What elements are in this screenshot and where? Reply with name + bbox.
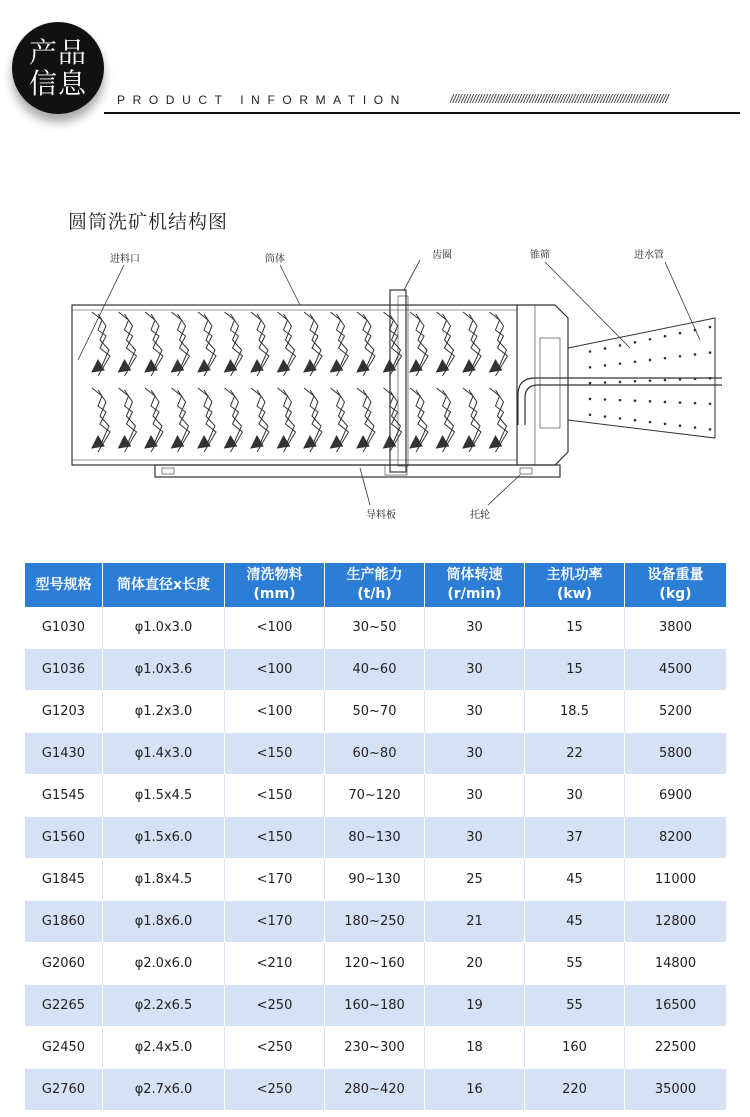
- table-cell: G2450: [25, 1027, 103, 1069]
- table-row: [25, 775, 726, 817]
- table-cell: 18: [425, 1027, 525, 1069]
- table-body: [25, 607, 726, 1111]
- table-cell: <210: [225, 943, 325, 985]
- table-cell: G1560: [25, 817, 103, 859]
- table-cell: 16500: [625, 985, 726, 1027]
- label-guide-plate: 导料板: [366, 510, 396, 521]
- column-header: [425, 563, 525, 607]
- table-cell: 14800: [625, 943, 726, 985]
- table-cell: 19: [425, 985, 525, 1027]
- perforation-dot: [649, 359, 652, 362]
- table-row: [25, 901, 726, 943]
- column-header: [525, 563, 625, 607]
- table-cell: 22: [525, 733, 625, 775]
- perforation-dot: [679, 332, 682, 335]
- table-cell: G2060: [25, 943, 103, 985]
- table-cell: 90~130: [325, 859, 425, 901]
- table-cell: 37: [525, 817, 625, 859]
- product-info-badge: [12, 22, 104, 114]
- perforation-dot: [679, 424, 682, 427]
- table-cell: <250: [225, 1069, 325, 1111]
- decorative-slashes: /////////////////////////////////////////////////////////////////////////////: [450, 92, 669, 106]
- perforation-dot: [634, 341, 637, 344]
- perforation-dot: [589, 413, 592, 416]
- table-cell: 220: [525, 1069, 625, 1111]
- perforation-dot: [709, 326, 712, 329]
- badge-line-2: 信息: [28, 67, 87, 100]
- table-cell: 160~180: [325, 985, 425, 1027]
- perforation-dot: [619, 417, 622, 420]
- perforation-dot: [589, 398, 592, 401]
- table-cell: φ1.8x6.0: [103, 901, 225, 943]
- perforation-dot: [709, 428, 712, 431]
- perforation-dot: [634, 380, 637, 383]
- table-cell: 4500: [625, 649, 726, 691]
- table-cell: 20: [425, 943, 525, 985]
- table-cell: φ2.4x5.0: [103, 1027, 225, 1069]
- perforation-dot: [649, 400, 652, 403]
- perforation-dot: [589, 350, 592, 353]
- table-cell: 30: [425, 733, 525, 775]
- label-roller: 托轮: [470, 510, 490, 521]
- perforation-dot: [694, 353, 697, 356]
- label-water-pipe: 进水管: [634, 250, 664, 261]
- diagram-title: 圆筒洗矿机结构图: [68, 211, 229, 233]
- section-title: PRODUCT INFORMATION: [117, 93, 407, 107]
- perforation-dot: [694, 402, 697, 405]
- column-header-label: 清洗物料: [246, 567, 303, 583]
- perforation-dot: [664, 379, 667, 382]
- table-cell: 11000: [625, 859, 726, 901]
- table-row: [25, 859, 726, 901]
- table-row: [25, 691, 726, 733]
- table-cell: <150: [225, 817, 325, 859]
- table-cell: 30: [425, 817, 525, 859]
- column-header-unit: (kw): [556, 586, 593, 602]
- label-feed-inlet: 进料口: [110, 254, 140, 265]
- base-frame: [155, 465, 560, 477]
- table-cell: φ1.8x4.5: [103, 859, 225, 901]
- table-cell: G2265: [25, 985, 103, 1027]
- table-cell: φ2.2x6.5: [103, 985, 225, 1027]
- table-cell: 55: [525, 985, 625, 1027]
- table-cell: <170: [225, 859, 325, 901]
- table-cell: <170: [225, 901, 325, 943]
- table-cell: G1545: [25, 775, 103, 817]
- table-cell: φ2.0x6.0: [103, 943, 225, 985]
- table-row: [25, 943, 726, 985]
- table-cell: 8200: [625, 817, 726, 859]
- perforation-dot: [604, 381, 607, 384]
- table-cell: G1860: [25, 901, 103, 943]
- table-cell: φ1.4x3.0: [103, 733, 225, 775]
- table-cell: 30~50: [325, 607, 425, 649]
- table-cell: 55: [525, 943, 625, 985]
- table-cell: <150: [225, 775, 325, 817]
- perforation-dot: [619, 344, 622, 347]
- table-cell: 21: [425, 901, 525, 943]
- perforation-dot: [679, 355, 682, 358]
- table-row: [25, 733, 726, 775]
- table-cell: φ1.0x3.0: [103, 607, 225, 649]
- table-cell: 15: [525, 649, 625, 691]
- perforation-dot: [649, 379, 652, 382]
- column-header-label: 筒体直径x长度: [116, 576, 211, 593]
- perforation-dot: [664, 423, 667, 426]
- table-cell: 22500: [625, 1027, 726, 1069]
- perforation-dot: [589, 366, 592, 369]
- perforation-dot: [709, 402, 712, 405]
- column-header: [25, 563, 103, 607]
- table-cell: 50~70: [325, 691, 425, 733]
- spec-table: [25, 563, 726, 1111]
- table-cell: φ1.0x3.6: [103, 649, 225, 691]
- table-cell: φ1.5x4.5: [103, 775, 225, 817]
- table-cell: G2760: [25, 1069, 103, 1111]
- table-cell: 6900: [625, 775, 726, 817]
- table-cell: <250: [225, 1027, 325, 1069]
- column-header-unit: (r/min): [447, 586, 502, 602]
- perforation-dot: [619, 362, 622, 365]
- column-header-label: 设备重量: [647, 567, 704, 583]
- table-cell: 35000: [625, 1069, 726, 1111]
- perforation-dot: [664, 401, 667, 404]
- table-header-row: [25, 563, 726, 607]
- table-cell: 120~160: [325, 943, 425, 985]
- table-cell: 30: [425, 775, 525, 817]
- table-cell: 80~130: [325, 817, 425, 859]
- table-cell: G1030: [25, 607, 103, 649]
- table-cell: 70~120: [325, 775, 425, 817]
- perforation-dot: [664, 335, 667, 338]
- table-cell: 60~80: [325, 733, 425, 775]
- table-cell: 16: [425, 1069, 525, 1111]
- table-cell: 280~420: [325, 1069, 425, 1111]
- table-cell: φ1.2x3.0: [103, 691, 225, 733]
- table-row: [25, 1069, 726, 1111]
- table-cell: 30: [425, 691, 525, 733]
- table-cell: <250: [225, 985, 325, 1027]
- table-cell: 5200: [625, 691, 726, 733]
- table-cell: 12800: [625, 901, 726, 943]
- perforation-dot: [604, 415, 607, 418]
- table-cell: G1430: [25, 733, 103, 775]
- table-cell: 3800: [625, 607, 726, 649]
- table-cell: G1845: [25, 859, 103, 901]
- table-row: [25, 607, 726, 649]
- column-header-label: 生产能力: [346, 567, 403, 583]
- drum-washer-structure-diagram: [0, 240, 750, 530]
- table-cell: 230~300: [325, 1027, 425, 1069]
- column-header-label: 筒体转速: [446, 567, 503, 583]
- header-divider: [104, 112, 740, 114]
- perforation-dot: [634, 419, 637, 422]
- column-header: [225, 563, 325, 607]
- badge-line-1: 产品: [28, 36, 87, 69]
- column-header-label: 型号规格: [35, 576, 92, 593]
- perforation-dot: [649, 421, 652, 424]
- column-header: [103, 563, 225, 607]
- table-cell: <150: [225, 733, 325, 775]
- table-cell: <100: [225, 607, 325, 649]
- column-header-unit: (mm): [253, 586, 296, 602]
- perforation-dot: [634, 399, 637, 402]
- table-cell: 160: [525, 1027, 625, 1069]
- table-cell: 40~60: [325, 649, 425, 691]
- spiral-blades: [92, 312, 508, 452]
- table-cell: <100: [225, 691, 325, 733]
- table-cell: φ1.5x6.0: [103, 817, 225, 859]
- table-cell: <100: [225, 649, 325, 691]
- table-row: [25, 817, 726, 859]
- table-cell: 5800: [625, 733, 726, 775]
- table-row: [25, 649, 726, 691]
- perforation-dot: [694, 426, 697, 429]
- table-cell: G1036: [25, 649, 103, 691]
- table-cell: 45: [525, 901, 625, 943]
- column-header: [325, 563, 425, 607]
- table-cell: 180~250: [325, 901, 425, 943]
- column-header: [625, 563, 726, 607]
- perforation-dot: [619, 381, 622, 384]
- table-row: [25, 1027, 726, 1069]
- table-row: [25, 985, 726, 1027]
- perforation-dot: [634, 360, 637, 363]
- column-header-unit: (kg): [659, 586, 692, 602]
- perforation-dot: [619, 399, 622, 402]
- perforation-dot: [709, 351, 712, 354]
- perforation-dot: [604, 347, 607, 350]
- table-cell: G1203: [25, 691, 103, 733]
- perforation-dot: [679, 401, 682, 404]
- table-cell: 18.5: [525, 691, 625, 733]
- label-drum: 筒体: [265, 254, 285, 265]
- table-cell: 30: [425, 607, 525, 649]
- perforation-dot: [664, 357, 667, 360]
- table-cell: φ2.7x6.0: [103, 1069, 225, 1111]
- table-cell: 30: [525, 775, 625, 817]
- table-cell: 15: [525, 607, 625, 649]
- perforation-dot: [604, 364, 607, 367]
- table-cell: 25: [425, 859, 525, 901]
- column-header-unit: (t/h): [357, 586, 392, 602]
- label-gear-ring: 齿圈: [432, 250, 452, 261]
- table-cell: 30: [425, 649, 525, 691]
- perforation-dot: [589, 382, 592, 385]
- perforation-dot: [649, 338, 652, 341]
- column-header-label: 主机功率: [546, 567, 603, 583]
- label-cone-screen: 锥筛: [530, 250, 550, 261]
- perforation-dot: [604, 398, 607, 401]
- table-cell: 45: [525, 859, 625, 901]
